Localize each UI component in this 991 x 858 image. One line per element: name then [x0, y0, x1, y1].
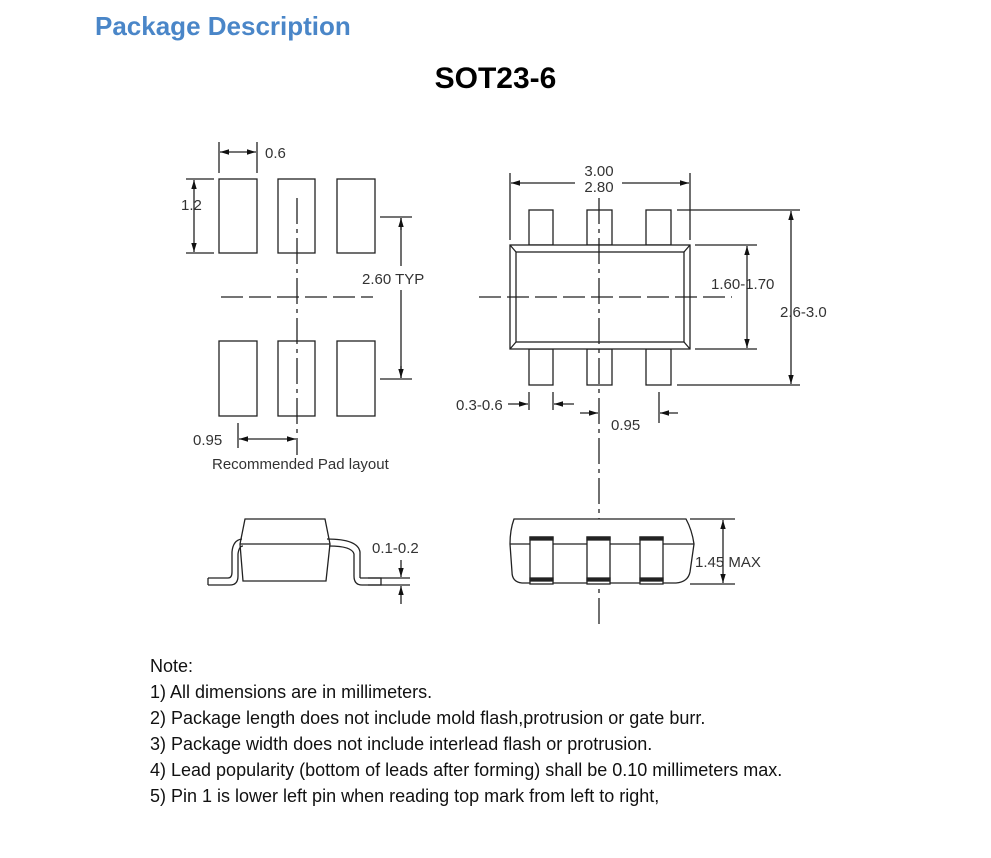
pad-layout-drawing — [186, 142, 412, 455]
length-max-label: 3.00 — [584, 163, 614, 180]
length-min-label: 2.80 — [584, 179, 614, 196]
overall-width-label: 2.6-3.0 — [780, 304, 827, 321]
section-title: Package Description — [95, 11, 351, 41]
pad — [337, 179, 375, 253]
lead-thickness-label: 0.1-0.2 — [372, 540, 419, 557]
pad-width-label: 0.6 — [265, 145, 286, 162]
notes — [150, 653, 782, 809]
pad-layout-caption: Recommended Pad layout — [212, 456, 389, 473]
note-item: 3) Package width does not include interlead flash or protrusion. — [150, 734, 653, 754]
package-name: SOT23-6 — [434, 62, 557, 95]
lead-pitch-label: 0.95 — [611, 417, 641, 434]
front-view-drawing — [510, 519, 735, 584]
height-label: 1.45 MAX — [695, 554, 761, 571]
note-item: 1) All dimensions are in millimeters. — [150, 682, 433, 702]
pad — [219, 179, 257, 253]
pad — [337, 341, 375, 416]
note-item: 2) Package length does not include mold flash,protrusion or gate burr. — [150, 708, 706, 728]
side-view-drawing — [208, 519, 410, 604]
row-spacing-label: 2.60 TYP — [362, 271, 425, 288]
body-width-label: 1.60-1.70 — [711, 276, 775, 293]
lead-width-label: 0.3-0.6 — [456, 397, 503, 414]
notes-heading: Note: — [150, 656, 194, 676]
note-item: 4) Lead popularity (bottom of leads after forming) shall be 0.10 millimeters max. — [150, 760, 783, 780]
pad-pitch-label: 0.95 — [193, 432, 223, 449]
pad — [219, 341, 257, 416]
note-item: 5) Pin 1 is lower left pin when reading top mark from left to right, — [150, 786, 660, 806]
pad-height-label: 1.2 — [181, 197, 202, 214]
